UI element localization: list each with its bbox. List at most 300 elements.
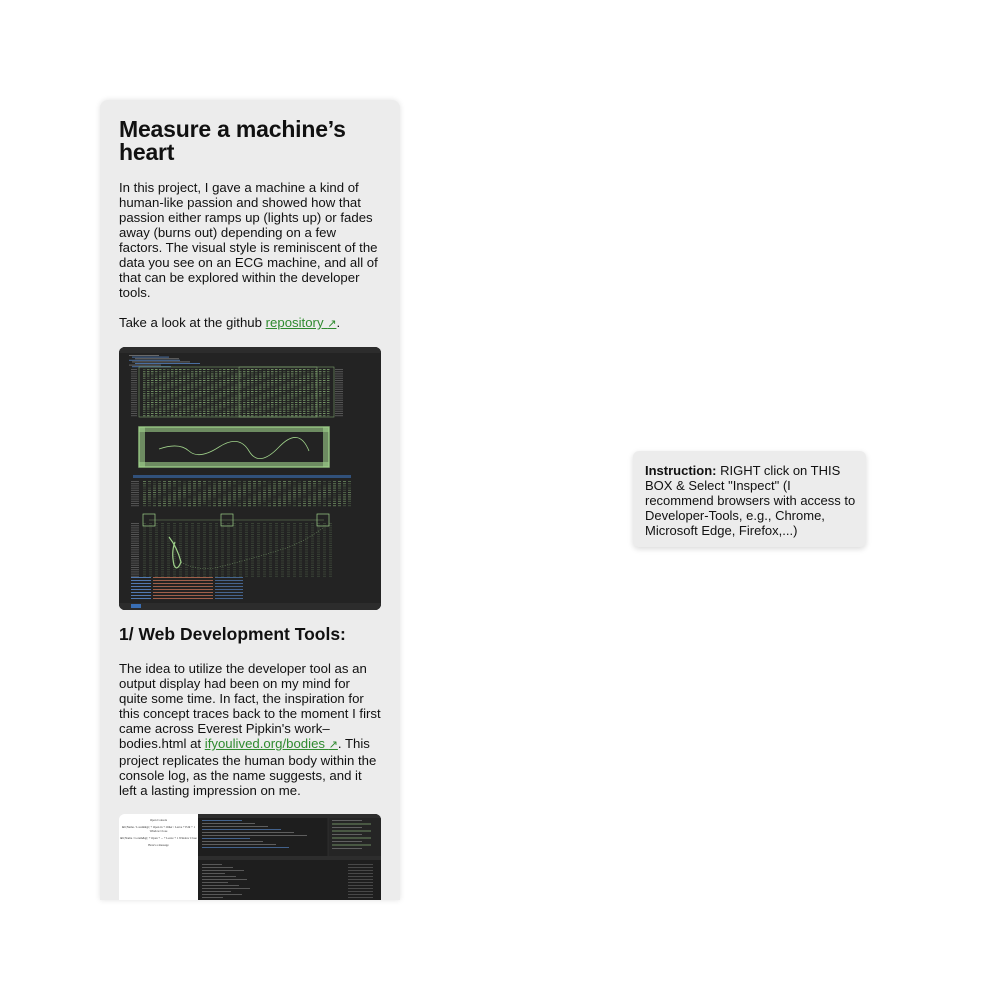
code-line — [343, 490, 346, 491]
code-line — [198, 490, 201, 491]
code-line — [288, 494, 291, 495]
code-line — [263, 384, 266, 385]
code-line — [147, 409, 150, 410]
code-line — [167, 398, 170, 399]
code-line — [318, 488, 321, 489]
code-line — [291, 395, 294, 396]
code-line — [311, 536, 314, 537]
code-line — [173, 556, 176, 557]
code-line — [191, 406, 194, 407]
code-line — [207, 411, 210, 412]
code-line — [255, 409, 258, 410]
code-line — [288, 490, 291, 491]
code-line — [167, 391, 170, 392]
code-line — [175, 378, 178, 379]
code-line — [275, 402, 278, 403]
code-line — [179, 560, 182, 561]
code-line — [143, 398, 146, 399]
code-line — [243, 496, 246, 497]
code-line — [317, 567, 320, 568]
code-line — [323, 563, 326, 564]
code-line — [239, 523, 242, 524]
code-line — [303, 371, 306, 372]
code-line — [215, 369, 218, 370]
code-line — [171, 380, 174, 381]
code-line — [147, 387, 150, 388]
code-line — [332, 831, 371, 832]
instruction-box[interactable] — [633, 451, 866, 547]
code-line — [215, 541, 218, 542]
code-line — [271, 378, 274, 379]
code-line — [278, 503, 281, 504]
code-line — [168, 488, 171, 489]
code-line — [287, 543, 290, 544]
code-line — [161, 560, 164, 561]
code-line — [218, 496, 221, 497]
code-line — [203, 534, 206, 535]
code-line — [251, 558, 254, 559]
code-line — [245, 558, 248, 559]
code-line — [243, 369, 246, 370]
code-line — [207, 380, 210, 381]
code-line — [247, 398, 250, 399]
code-line — [259, 389, 262, 390]
code-line — [143, 505, 146, 506]
code-line — [233, 565, 236, 566]
code-line — [267, 393, 270, 394]
code-line — [258, 485, 261, 486]
code-line — [238, 496, 241, 497]
code-line — [161, 530, 164, 531]
code-line — [243, 411, 246, 412]
code-line — [248, 481, 251, 482]
code-line — [171, 378, 174, 379]
code-line — [209, 549, 212, 550]
code-line — [223, 499, 226, 500]
code-line — [279, 389, 282, 390]
code-line — [175, 409, 178, 410]
code-line — [155, 389, 158, 390]
code-line — [278, 499, 281, 500]
code-line — [173, 483, 176, 484]
code-line — [332, 824, 371, 825]
code-line — [303, 499, 306, 500]
code-line — [275, 406, 278, 407]
code-line — [179, 373, 182, 374]
code-line — [287, 382, 290, 383]
code-line — [283, 376, 286, 377]
code-line — [231, 413, 234, 414]
code-line — [188, 494, 191, 495]
code-line — [323, 490, 326, 491]
code-line — [308, 505, 311, 506]
code-line — [203, 398, 206, 399]
code-line — [329, 547, 332, 548]
code-line — [151, 402, 154, 403]
code-line — [273, 505, 276, 506]
code-line — [338, 499, 341, 500]
code-line — [288, 496, 291, 497]
code-line — [251, 395, 254, 396]
code-line — [313, 505, 316, 506]
code-line — [155, 402, 158, 403]
code-line — [323, 492, 326, 493]
code-line — [223, 389, 226, 390]
code-line — [215, 560, 218, 561]
code-line — [173, 558, 176, 559]
code-line — [323, 391, 326, 392]
code-line — [248, 488, 251, 489]
code-line — [319, 387, 322, 388]
code-line — [313, 501, 316, 502]
code-line — [335, 400, 343, 401]
code-line — [187, 369, 190, 370]
code-line — [263, 382, 266, 383]
code-line — [227, 536, 230, 537]
code-line — [259, 384, 262, 385]
code-line — [283, 415, 286, 416]
code-line — [143, 395, 146, 396]
code-line — [178, 483, 181, 484]
code-line — [287, 538, 290, 539]
code-line — [235, 376, 238, 377]
code-line — [323, 389, 326, 390]
code-line — [283, 384, 286, 385]
code-line — [239, 574, 242, 575]
code-line — [191, 538, 194, 539]
code-line — [287, 565, 290, 566]
code-line — [215, 373, 218, 374]
code-line — [149, 563, 152, 564]
code-line — [268, 501, 271, 502]
repository-link[interactable] — [266, 315, 337, 330]
intro-paragraph: In this project, I gave a machine a kind of human-like passion and showed how that passion either ramps up (lights up) or fades away (burns out) depending on a few factors. The visual style is reminiscent of the data you see on an ECG machine, and all of that can be explored within the developer tools. — [119, 180, 378, 300]
code-line — [151, 382, 154, 383]
code-line — [263, 538, 266, 539]
code-line — [183, 373, 186, 374]
code-line — [257, 563, 260, 564]
code-line — [171, 391, 174, 392]
code-line — [233, 538, 236, 539]
code-line — [247, 376, 250, 377]
code-line — [253, 485, 256, 486]
code-line — [239, 376, 242, 377]
code-line — [158, 499, 161, 500]
code-line — [163, 490, 166, 491]
code-line — [227, 404, 230, 405]
code-line — [299, 532, 302, 533]
code-line — [151, 406, 154, 407]
code-line — [223, 411, 226, 412]
code-line — [303, 384, 306, 385]
code-line — [143, 558, 146, 559]
code-line — [299, 376, 302, 377]
code-line — [327, 371, 330, 372]
code-line — [247, 393, 250, 394]
code-line — [251, 534, 254, 535]
code-line — [333, 490, 336, 491]
code-line — [221, 576, 224, 577]
code-line — [327, 378, 330, 379]
code-line — [303, 400, 306, 401]
code-line — [248, 485, 251, 486]
code-line — [243, 398, 246, 399]
code-line — [283, 496, 286, 497]
code-line — [215, 565, 218, 566]
code-line — [202, 894, 242, 895]
code-line — [197, 523, 200, 524]
code-line — [207, 378, 210, 379]
code-line — [227, 411, 230, 412]
code-line — [143, 499, 146, 500]
code-line — [287, 563, 290, 564]
code-line — [221, 565, 224, 566]
code-line — [195, 402, 198, 403]
code-line — [268, 490, 271, 491]
code-line — [263, 380, 266, 381]
code-line — [183, 387, 186, 388]
code-line — [203, 400, 206, 401]
code-line — [239, 571, 242, 572]
code-line — [221, 574, 224, 575]
code-line — [179, 376, 182, 377]
code-line — [293, 569, 296, 570]
code-line — [281, 549, 284, 550]
code-line — [263, 402, 266, 403]
code-line — [263, 567, 266, 568]
code-line — [215, 545, 218, 546]
code-line — [323, 574, 326, 575]
code-line — [287, 404, 290, 405]
code-line — [135, 363, 200, 364]
code-line — [287, 373, 290, 374]
code-line — [131, 406, 137, 407]
code-line — [167, 395, 170, 396]
code-line — [303, 488, 306, 489]
code-line — [207, 393, 210, 394]
code-line — [215, 592, 243, 593]
code-line — [335, 369, 343, 370]
code-line — [161, 554, 164, 555]
code-line — [153, 586, 213, 587]
code-line — [231, 369, 234, 370]
code-line — [171, 393, 174, 394]
code-line — [295, 371, 298, 372]
code-line — [131, 393, 137, 394]
code-line — [155, 549, 158, 550]
code-line — [208, 505, 211, 506]
code-line — [195, 380, 198, 381]
code-line — [328, 499, 331, 500]
code-line — [163, 382, 166, 383]
code-line — [287, 411, 290, 412]
code-line — [199, 406, 202, 407]
code-line — [298, 481, 301, 482]
section-text-b: . This project replicates the human body within the console log, as the name suggests, and it left a lasting impression on me. — [119, 736, 377, 798]
code-line — [235, 371, 238, 372]
code-line — [209, 523, 212, 524]
code-line — [171, 409, 174, 410]
code-line — [155, 384, 158, 385]
code-line — [273, 481, 276, 482]
code-line — [243, 406, 246, 407]
code-line — [293, 543, 296, 544]
code-line — [263, 541, 266, 542]
code-line — [267, 411, 270, 412]
code-line — [281, 532, 284, 533]
code-line — [275, 389, 278, 390]
code-line — [287, 384, 290, 385]
code-line — [131, 527, 139, 528]
code-line — [188, 503, 191, 504]
code-line — [215, 583, 243, 584]
code-line — [213, 503, 216, 504]
code-line — [202, 876, 236, 877]
code-line — [153, 505, 156, 506]
code-line — [259, 369, 262, 370]
code-line — [247, 413, 250, 414]
code-line — [288, 505, 291, 506]
code-line — [191, 545, 194, 546]
code-line — [149, 547, 152, 548]
code-line — [307, 373, 310, 374]
code-line — [155, 530, 158, 531]
code-line — [199, 393, 202, 394]
code-line — [247, 400, 250, 401]
code-line — [161, 532, 164, 533]
code-line — [195, 409, 198, 410]
code-line — [131, 556, 139, 557]
code-line — [283, 380, 286, 381]
code-line — [281, 554, 284, 555]
code-line — [215, 558, 218, 559]
code-line — [278, 501, 281, 502]
code-line — [223, 494, 226, 495]
code-line — [163, 409, 166, 410]
code-line — [275, 523, 278, 524]
code-line — [263, 398, 266, 399]
code-line — [247, 387, 250, 388]
code-line — [332, 834, 362, 835]
code-line — [183, 395, 186, 396]
code-line — [328, 492, 331, 493]
code-line — [245, 534, 248, 535]
code-line — [155, 393, 158, 394]
code-line — [281, 552, 284, 553]
code-line — [163, 411, 166, 412]
code-line — [221, 532, 224, 533]
code-line — [267, 387, 270, 388]
code-line — [315, 398, 318, 399]
code-line — [233, 492, 236, 493]
code-line — [283, 373, 286, 374]
code-line — [151, 387, 154, 388]
code-line — [287, 398, 290, 399]
code-line — [213, 488, 216, 489]
code-line — [175, 398, 178, 399]
code-line — [233, 530, 236, 531]
code-line — [197, 534, 200, 535]
code-line — [239, 413, 242, 414]
code-line — [227, 574, 230, 575]
code-line — [323, 393, 326, 394]
code-line — [219, 411, 222, 412]
code-line — [179, 369, 182, 370]
code-line — [275, 576, 278, 577]
code-line — [215, 387, 218, 388]
code-line — [151, 400, 154, 401]
code-line — [215, 534, 218, 535]
code-line — [227, 538, 230, 539]
code-line — [288, 492, 291, 493]
code-line — [153, 501, 156, 502]
code-line — [251, 402, 254, 403]
code-line — [168, 494, 171, 495]
code-line — [147, 411, 150, 412]
code-line — [163, 481, 166, 482]
code-line — [257, 558, 260, 559]
code-line — [307, 402, 310, 403]
code-line — [178, 481, 181, 482]
code-line — [307, 389, 310, 390]
code-line — [211, 395, 214, 396]
code-line — [203, 505, 206, 506]
code-line — [161, 549, 164, 550]
code-line — [259, 406, 262, 407]
code-line — [323, 369, 326, 370]
code-line — [271, 373, 274, 374]
code-line — [307, 411, 310, 412]
code-line — [315, 376, 318, 377]
code-line — [239, 576, 242, 577]
code-line — [268, 496, 271, 497]
code-line — [328, 496, 331, 497]
code-line — [148, 494, 151, 495]
code-line — [317, 538, 320, 539]
code-line — [143, 404, 146, 405]
ifyoulived-link[interactable] — [205, 736, 338, 751]
code-line — [167, 413, 170, 414]
code-line — [143, 378, 146, 379]
code-line — [191, 563, 194, 564]
code-line — [263, 523, 266, 524]
code-line — [323, 400, 326, 401]
code-line — [179, 536, 182, 537]
code-line — [287, 409, 290, 410]
code-line — [227, 387, 230, 388]
code-line — [323, 384, 326, 385]
code-line — [202, 882, 228, 883]
code-line — [251, 384, 254, 385]
code-line — [251, 552, 254, 553]
code-line — [151, 391, 154, 392]
code-line — [268, 492, 271, 493]
code-line — [143, 481, 146, 482]
code-line — [173, 569, 176, 570]
code-line — [208, 503, 211, 504]
code-line — [167, 547, 170, 548]
code-line — [159, 371, 162, 372]
code-line — [203, 503, 206, 504]
code-line — [281, 545, 284, 546]
code-line — [199, 376, 202, 377]
code-line — [281, 571, 284, 572]
code-line — [298, 492, 301, 493]
code-line — [131, 576, 139, 577]
code-line — [161, 563, 164, 564]
code-line — [243, 378, 246, 379]
code-line — [251, 569, 254, 570]
